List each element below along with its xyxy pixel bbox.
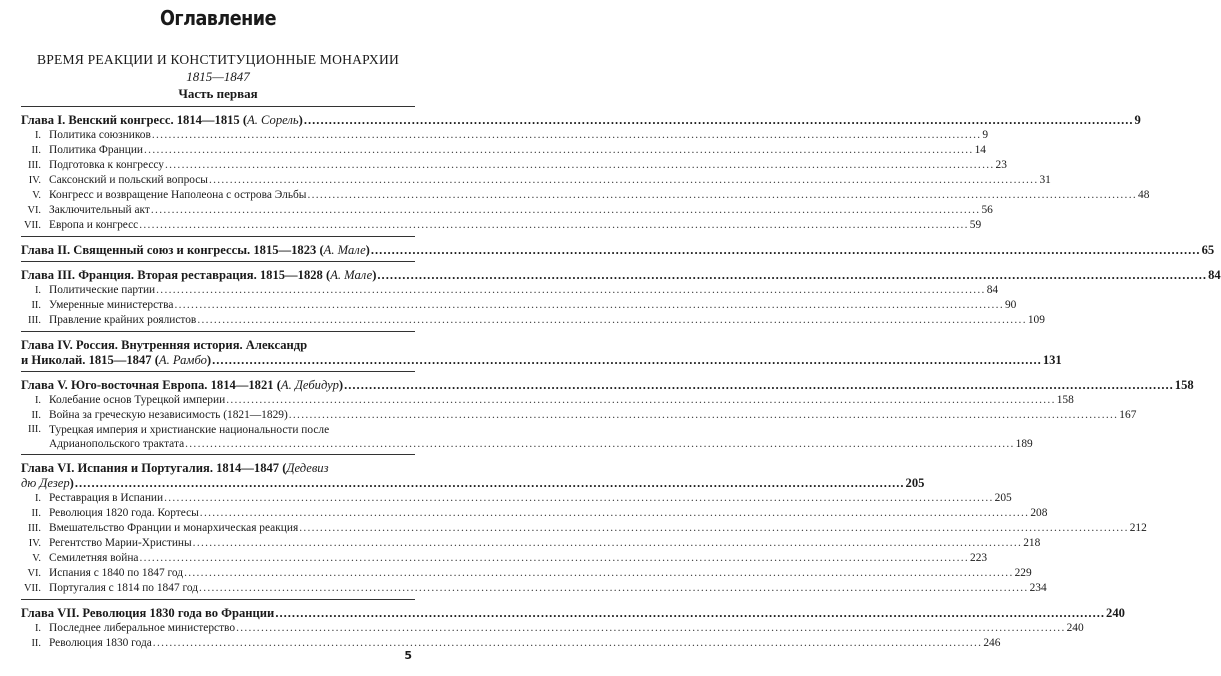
section-number: IV. [28, 175, 41, 186]
section-entry[interactable] [21, 551, 988, 566]
section-page-number: 208 [1030, 507, 1048, 519]
chapter-page-number: 205 [905, 476, 925, 490]
era-title: ВРЕМЯ РЕАКЦИИ И КОНСТИТУЦИОННЫЕ МОНАРХИИ [36, 52, 399, 67]
section-entry[interactable] [21, 143, 986, 158]
section-title: Последнее либеральное министерство [49, 622, 236, 634]
divider [21, 454, 415, 455]
section-entry[interactable] [21, 423, 1033, 451]
section-page-number: 240 [1066, 622, 1084, 634]
page-title: Оглавление [159, 6, 277, 30]
chapter-title-text: Глава I. Венский конгресс. 1814—1815 ( [21, 113, 248, 127]
chapter-heading [21, 243, 370, 258]
divider [21, 236, 415, 237]
chapter-heading [21, 461, 329, 476]
section-number: II. [31, 508, 41, 519]
section-page-number: 246 [983, 637, 1001, 649]
leader-dots: ........................................................................................................................................................................................................ [344, 378, 1174, 392]
section-page-number: 23 [995, 159, 1007, 171]
section-number: I. [34, 285, 41, 296]
section-title: Война за греческую независимость (1821—1829) [49, 409, 288, 421]
leader-dots: ........................................................................................................................................................................................................ [370, 243, 1201, 257]
chapter-author: А. Рамбо [158, 353, 207, 367]
section-title: Умеренные министерства [49, 299, 174, 311]
chapter-title-tail: ) [372, 268, 377, 282]
section-title: Европа и конгресс [49, 219, 139, 231]
section-title: Португалия с 1814 по 1847 год [49, 582, 199, 594]
leader-dots: ........................................................................................................................................................................................................ [212, 353, 1042, 367]
section-entry[interactable] [21, 621, 1084, 636]
section-page-number: 90 [1004, 299, 1017, 311]
section-number: VI. [27, 205, 41, 216]
section-title: Семилетняя война [49, 552, 139, 564]
section-page-number: 48 [1138, 189, 1150, 201]
section-number: VI. [27, 568, 41, 579]
section-entry[interactable] [21, 581, 1047, 596]
divider [21, 371, 415, 372]
section-page-number: 167 [1119, 409, 1137, 421]
divider [21, 331, 415, 332]
section-entry[interactable] [21, 298, 1017, 313]
leader-dots: ........................................................................................................................................................................................................ [164, 159, 995, 171]
leader-dots: ........................................................................................................................................................................................................ [150, 204, 981, 216]
chapter-title-tail: ) [206, 353, 212, 367]
section-title: Регентство Марии-Христины [49, 537, 192, 549]
section-page-number: 189 [1015, 438, 1033, 450]
chapter-title-tail: ) [338, 378, 344, 392]
section-number: I. [34, 493, 41, 504]
section-title: Вмешательство Франции и монархическая реакция [49, 522, 299, 534]
section-entry[interactable] [21, 173, 1051, 188]
section-number: III. [28, 424, 41, 435]
leader-dots: ........................................................................................................................................................................................................ [303, 113, 1134, 127]
leader-dots: ........................................................................................................................................................................................................ [152, 637, 983, 649]
section-entry[interactable] [21, 188, 1150, 203]
section-page-number: 9 [982, 129, 989, 141]
chapter-heading [21, 113, 303, 128]
chapter-page-number: 65 [1201, 243, 1215, 257]
section-title: Революция 1820 года. Кортесы [49, 507, 199, 519]
section-number: III. [28, 315, 41, 326]
chapter-page-number: 131 [1042, 353, 1062, 367]
chapter-author: Дедевиз [286, 461, 329, 475]
chapter-heading [21, 268, 376, 283]
chapter-entry[interactable] [21, 113, 1141, 128]
divider [21, 261, 415, 262]
divider [21, 106, 415, 107]
page-number: 5 [404, 649, 412, 662]
section-entry[interactable] [21, 218, 982, 233]
section-number: VII. [23, 583, 41, 594]
chapter-title-text: Глава III. Франция. Вторая реставрация. 1815—1828 ( [21, 268, 331, 282]
section-title: Колебание основ Турецкой империи [49, 394, 226, 406]
leader-dots: ........................................................................................................................................................................................................ [164, 492, 994, 504]
chapter-heading-line [21, 476, 925, 491]
section-title: Подготовка к конгрессу [49, 159, 164, 171]
leader-dots: ........................................................................................................................................................................................................ [156, 284, 986, 296]
chapter-author: А. Мале [323, 243, 366, 257]
section-number: I. [34, 130, 41, 141]
leader-dots: ........................................................................................................................................................................................................ [184, 567, 1014, 579]
chapter-title-text: Глава IV. Россия. Внутренняя история. Александр [21, 338, 308, 352]
section-page-number: 158 [1056, 394, 1074, 406]
section-number: I. [34, 395, 41, 406]
chapter-author: А. Дебидур [280, 378, 339, 392]
section-page-number: 14 [974, 144, 986, 156]
section-entry[interactable] [21, 393, 1074, 408]
chapter-heading-line [21, 353, 1062, 368]
section-number: III. [28, 160, 41, 171]
chapter-entry[interactable] [21, 461, 925, 491]
leader-dots: ........................................................................................................................................................................................................ [236, 622, 1066, 634]
leader-dots: ........................................................................................................................................................................................................ [151, 129, 982, 141]
chapter-heading-line [21, 243, 1215, 258]
section-number: I. [34, 623, 41, 634]
section-title: Революция 1830 года [49, 637, 152, 649]
section-number: II. [31, 638, 41, 649]
chapter-author: дю Дезер [21, 476, 70, 490]
chapter-title-text: и Николай. 1815—1847 ( [21, 353, 159, 367]
section-title: Заключительный акт [49, 204, 150, 216]
chapter-title-text: Глава II. Священный союз и конгрессы. 1815—1823 ( [21, 243, 324, 257]
leader-dots: ........................................................................................................................................................................................................ [226, 394, 1056, 406]
section-entry[interactable] [21, 566, 1032, 581]
leader-dots: ........................................................................................................................................................................................................ [377, 268, 1208, 282]
leader-dots: ........................................................................................................................................................................................................ [299, 522, 1129, 534]
chapter-heading [21, 378, 343, 393]
chapter-entry[interactable] [21, 378, 1194, 393]
chapter-heading [21, 476, 74, 491]
chapter-heading [21, 338, 307, 353]
section-title: Саксонский и польский вопросы [49, 174, 208, 186]
section-page-number: 56 [981, 204, 993, 216]
leader-dots: ........................................................................................................................................................................................................ [174, 299, 1004, 311]
chapter-page-number: 240 [1106, 606, 1125, 620]
section-entry[interactable] [21, 128, 989, 143]
section-number: II. [31, 145, 41, 156]
section-page-number: 109 [1027, 314, 1045, 326]
chapter-heading [21, 606, 274, 621]
chapter-heading-line [21, 606, 1125, 621]
part-title: Часть первая [178, 86, 258, 101]
divider [21, 599, 415, 600]
section-entry[interactable] [21, 521, 1147, 536]
chapter-heading-line [21, 461, 415, 476]
chapter-title-text: Глава VII. Революция 1830 года во Франции [21, 606, 275, 620]
section-entry[interactable] [21, 158, 1007, 173]
section-page-number: 59 [969, 219, 982, 231]
section-number: III. [28, 523, 41, 534]
section-number: II. [31, 410, 41, 421]
leader-dots: ........................................................................................................................................................................................................ [197, 314, 1027, 326]
chapter-entry[interactable] [21, 338, 1062, 368]
section-number: IV. [28, 538, 41, 549]
chapter-title-tail: ) [365, 243, 370, 257]
section-page-number: 229 [1014, 567, 1032, 579]
section-entry[interactable] [21, 491, 1012, 506]
chapter-page-number: 9 [1134, 113, 1141, 127]
section-entry[interactable] [21, 636, 1001, 651]
leader-dots: ........................................................................................................................................................................................................ [199, 582, 1029, 594]
section-page-number: 212 [1129, 522, 1147, 534]
chapter-heading-line [21, 268, 1221, 283]
leader-dots: ........................................................................................................................................................................................................ [208, 174, 1039, 186]
section-page-number: 205 [994, 492, 1012, 504]
era-years: 1815—1847 [186, 69, 250, 84]
chapter-author: А. Мале [330, 268, 373, 282]
chapter-entry[interactable] [21, 268, 1221, 283]
section-page-number: 223 [970, 552, 988, 564]
chapter-entry[interactable] [21, 606, 1125, 621]
section-number: V. [32, 190, 41, 201]
section-title: Реставрация в Испании [49, 492, 164, 504]
chapter-heading-line [21, 113, 1141, 128]
leader-dots: ........................................................................................................................................................................................................ [307, 189, 1137, 201]
section-number: II. [31, 300, 41, 311]
section-title: Турецкая империя и христианские национальности после [49, 424, 330, 436]
section-entry[interactable] [21, 408, 1137, 423]
chapter-title-text: Глава VI. Испания и Португалия. 1814—1847 ( [21, 461, 287, 475]
leader-dots: ........................................................................................................................................................................................................ [199, 507, 1030, 519]
chapter-title-text: Глава V. Юго-восточная Европа. 1814—1821 ( [21, 378, 281, 392]
section-title: Политика Франции [49, 144, 144, 156]
section-title: Правление крайних роялистов [49, 314, 197, 326]
section-title: Политические партии [49, 284, 156, 296]
section-page-number: 234 [1029, 582, 1047, 594]
leader-dots: ........................................................................................................................................................................................................ [275, 606, 1106, 620]
section-entry[interactable] [21, 506, 1048, 521]
chapter-page-number: 158 [1174, 378, 1194, 392]
section-entry[interactable] [21, 536, 1041, 551]
section-body [49, 423, 1033, 451]
section-title: Испания с 1840 по 1847 год [49, 567, 184, 579]
leader-dots: ........................................................................................................................................................................................................ [288, 409, 1119, 421]
chapter-title-tail: ) [69, 476, 74, 490]
section-number: V. [32, 553, 41, 564]
chapter-heading-line [21, 378, 1194, 393]
toc-list [21, 113, 1221, 651]
chapter-title-tail: ) [298, 113, 303, 127]
leader-dots: ........................................................................................................................................................................................................ [144, 144, 974, 156]
section-page-number: 31 [1039, 174, 1051, 186]
chapter-entry[interactable] [21, 243, 1215, 258]
chapter-heading-line [21, 338, 415, 353]
leader-dots: ........................................................................................................................................................................................................ [74, 476, 905, 490]
chapter-page-number: 84 [1208, 268, 1221, 282]
section-title: Конгресс и возвращение Наполеона с острова Эльбы [49, 189, 307, 201]
leader-dots: ........................................................................................................................................................................................................ [192, 537, 1023, 549]
leader-dots: ........................................................................................................................................................................................................ [139, 552, 970, 564]
section-page-number: 218 [1023, 537, 1041, 549]
section-entry[interactable] [21, 203, 993, 218]
leader-dots: ........................................................................................................................................................................................................ [139, 219, 969, 231]
section-title: Политика союзников [49, 129, 151, 141]
section-title-line [49, 437, 1033, 451]
section-entry[interactable] [21, 283, 999, 298]
section-page-number: 84 [986, 284, 999, 296]
section-entry[interactable] [21, 313, 1045, 328]
section-title-cont: Адрианопольского трактата [49, 438, 185, 450]
chapter-author: А. Сорель [247, 113, 299, 127]
chapter-heading [21, 353, 211, 368]
leader-dots: ........................................................................................................................................................................................................ [185, 438, 1015, 450]
section-number: VII. [23, 220, 41, 231]
